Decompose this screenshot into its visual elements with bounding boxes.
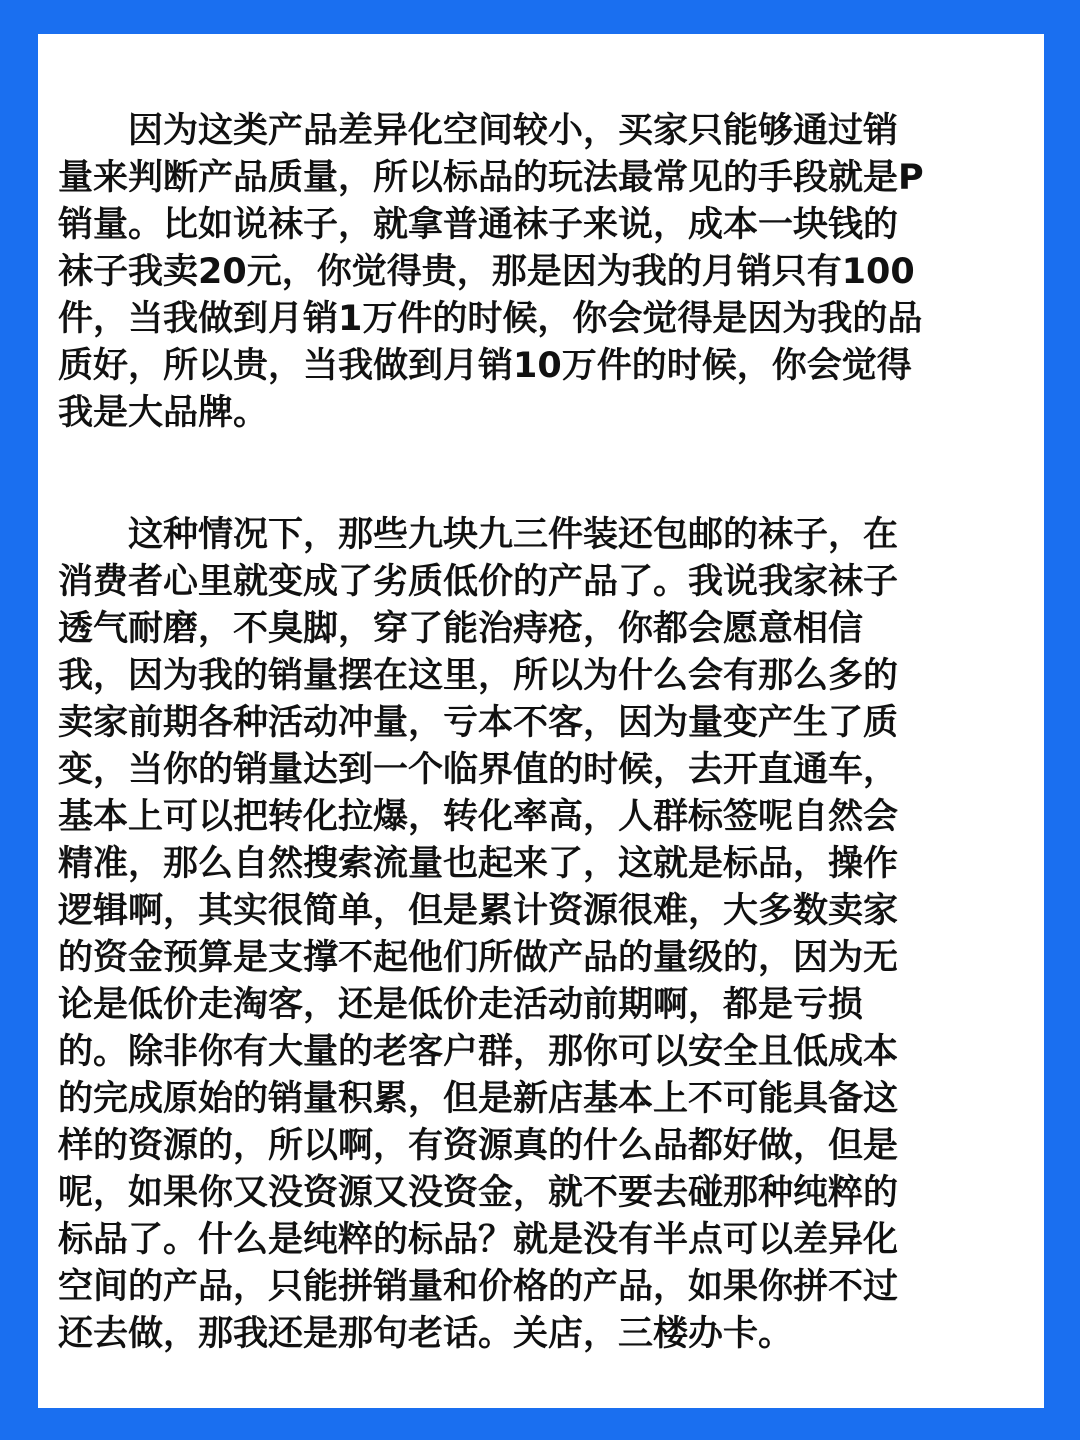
paragraph-line: 基本上可以把转化拉爆，转化率高，人群标签呢自然会 [58, 797, 899, 837]
paragraph-line: 的完成原始的销量积累，但是新店基本上不可能具备这 [58, 1079, 899, 1119]
paragraph-line: 空间的产品，只能拼销量和价格的产品，如果你拼不过 [58, 1267, 899, 1307]
paragraph-line: 变，当你的销量达到一个临界值的时候，去开直通车， [58, 750, 899, 790]
paragraph-line: 质好，所以贵，当我做到月销10万件的时候，你会觉得 [58, 346, 912, 386]
paragraph-line: 透气耐磨，不臭脚，穿了能治痔疮，你都会愿意相信 [58, 609, 864, 649]
paragraph-line: 袜子我卖20元，你觉得贵，那是因为我的月销只有100 [58, 252, 915, 292]
paragraph-line: 论是低价走淘客，还是低价走活动前期啊，都是亏损 [58, 985, 864, 1025]
paragraph-line: 件，当我做到月销1万件的时候，你会觉得是因为我的品 [58, 299, 923, 339]
text-card [38, 34, 1044, 1408]
paragraph-2 [58, 512, 1024, 1358]
paragraph-line: 销量。比如说袜子，就拿普通袜子来说，成本一块钱的 [58, 205, 899, 245]
paragraph-line: 我，因为我的销量摆在这里，所以为什么会有那么多的 [58, 656, 899, 696]
paragraph-line: 的。除非你有大量的老客户群，那你可以安全且低成本 [58, 1032, 899, 1072]
paragraph-line: 精准，那么自然搜索流量也起来了，这就是标品，操作 [58, 844, 899, 884]
paragraph-line: 量来判断产品质量，所以标品的玩法最常见的手段就是P [58, 158, 924, 198]
paragraph-line: 还去做，那我还是那句老话。关店，三楼办卡。 [58, 1314, 794, 1354]
paragraph-line: 标品了。什么是纯粹的标品？就是没有半点可以差异化 [58, 1220, 899, 1260]
paragraph-line: 逻辑啊，其实很简单，但是累计资源很难，大多数卖家 [58, 891, 899, 931]
paragraph-line: 消费者心里就变成了劣质低价的产品了。我说我家袜子 [58, 562, 899, 602]
paragraph-line: 的资金预算是支撑不起他们所做产品的量级的，因为无 [58, 938, 899, 978]
paragraph-line: 这种情况下，那些九块九三件装还包邮的袜子，在 [58, 515, 899, 555]
paragraph-line: 呢，如果你又没资源又没资金，就不要去碰那种纯粹的 [58, 1173, 899, 1213]
paragraph-line: 因为这类产品差异化空间较小，买家只能够通过销 [58, 111, 899, 151]
paragraph-line: 我是大品牌。 [58, 393, 269, 433]
paragraph-line: 卖家前期各种活动冲量，亏本不客，因为量变产生了质 [58, 703, 899, 743]
paragraph-1 [58, 108, 1024, 437]
paragraph-line: 样的资源的，所以啊，有资源真的什么品都好做，但是 [58, 1126, 899, 1166]
